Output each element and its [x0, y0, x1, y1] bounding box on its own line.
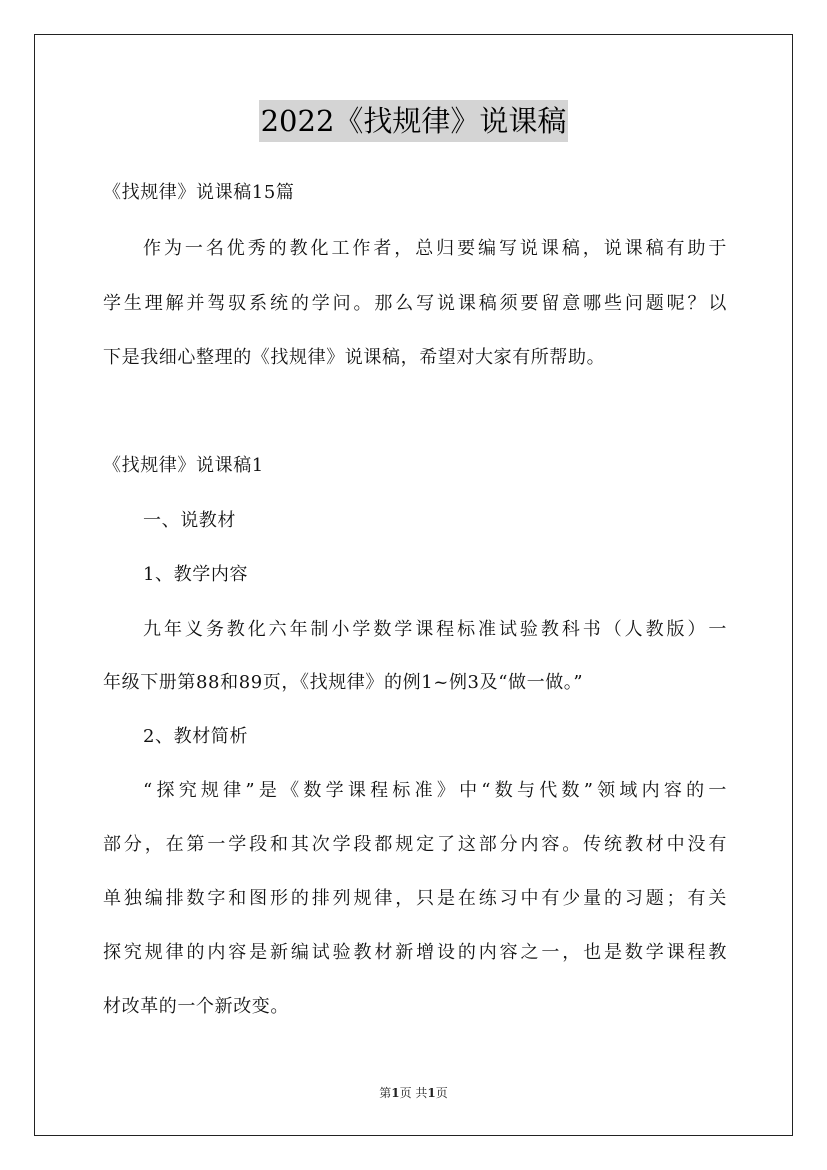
subheading: 2、教材简析	[143, 726, 249, 747]
paragraph-line: 材改革的一个新改变。	[103, 996, 289, 1017]
paragraph-line: 年级下册第88和89页，《找规律》的例1~例3及“做一做。”	[103, 672, 584, 693]
paragraph-line: 单独编排数字和图形的排列规律，只是在练习中有少量的习题；有关	[103, 888, 727, 909]
paragraph-line: 探究规律的内容是新编试验教材新增设的内容之一，也是数学课程教	[103, 942, 727, 963]
paragraph-line: 下是我细心整理的《找规律》说课稿，希望对大家有所帮助。	[103, 347, 606, 368]
paragraph-line: “探究规律”是《数学课程标准》中“数与代数”领域内容的一	[143, 780, 727, 801]
paragraph-line: 部分，在第一学段和其次学段都规定了这部分内容。传统教材中没有	[103, 834, 727, 855]
subheading: 一、说教材	[143, 510, 236, 531]
paragraph-line: 学生理解并驾驭系统的学问。那么写说课稿须要留意哪些问题呢？以	[103, 293, 727, 314]
paragraph-line: 九年义务教化六年制小学数学课程标准试验教科书（人教版）一	[143, 619, 727, 640]
page-footer: 第1页 共1页	[379, 1086, 448, 1100]
total-page-number: 1	[427, 1086, 436, 1100]
current-page-number: 1	[391, 1086, 400, 1100]
section-heading: 《找规律》说课稿1	[103, 455, 264, 476]
subheading: 1、教学内容	[143, 564, 249, 585]
paragraph-line: 作为一名优秀的教化工作者，总归要编写说课稿，说课稿有助于	[143, 238, 727, 259]
document-title: 2022《找规律》说课稿	[259, 100, 569, 142]
subtitle-line: 《找规律》说课稿15篇	[103, 182, 295, 203]
